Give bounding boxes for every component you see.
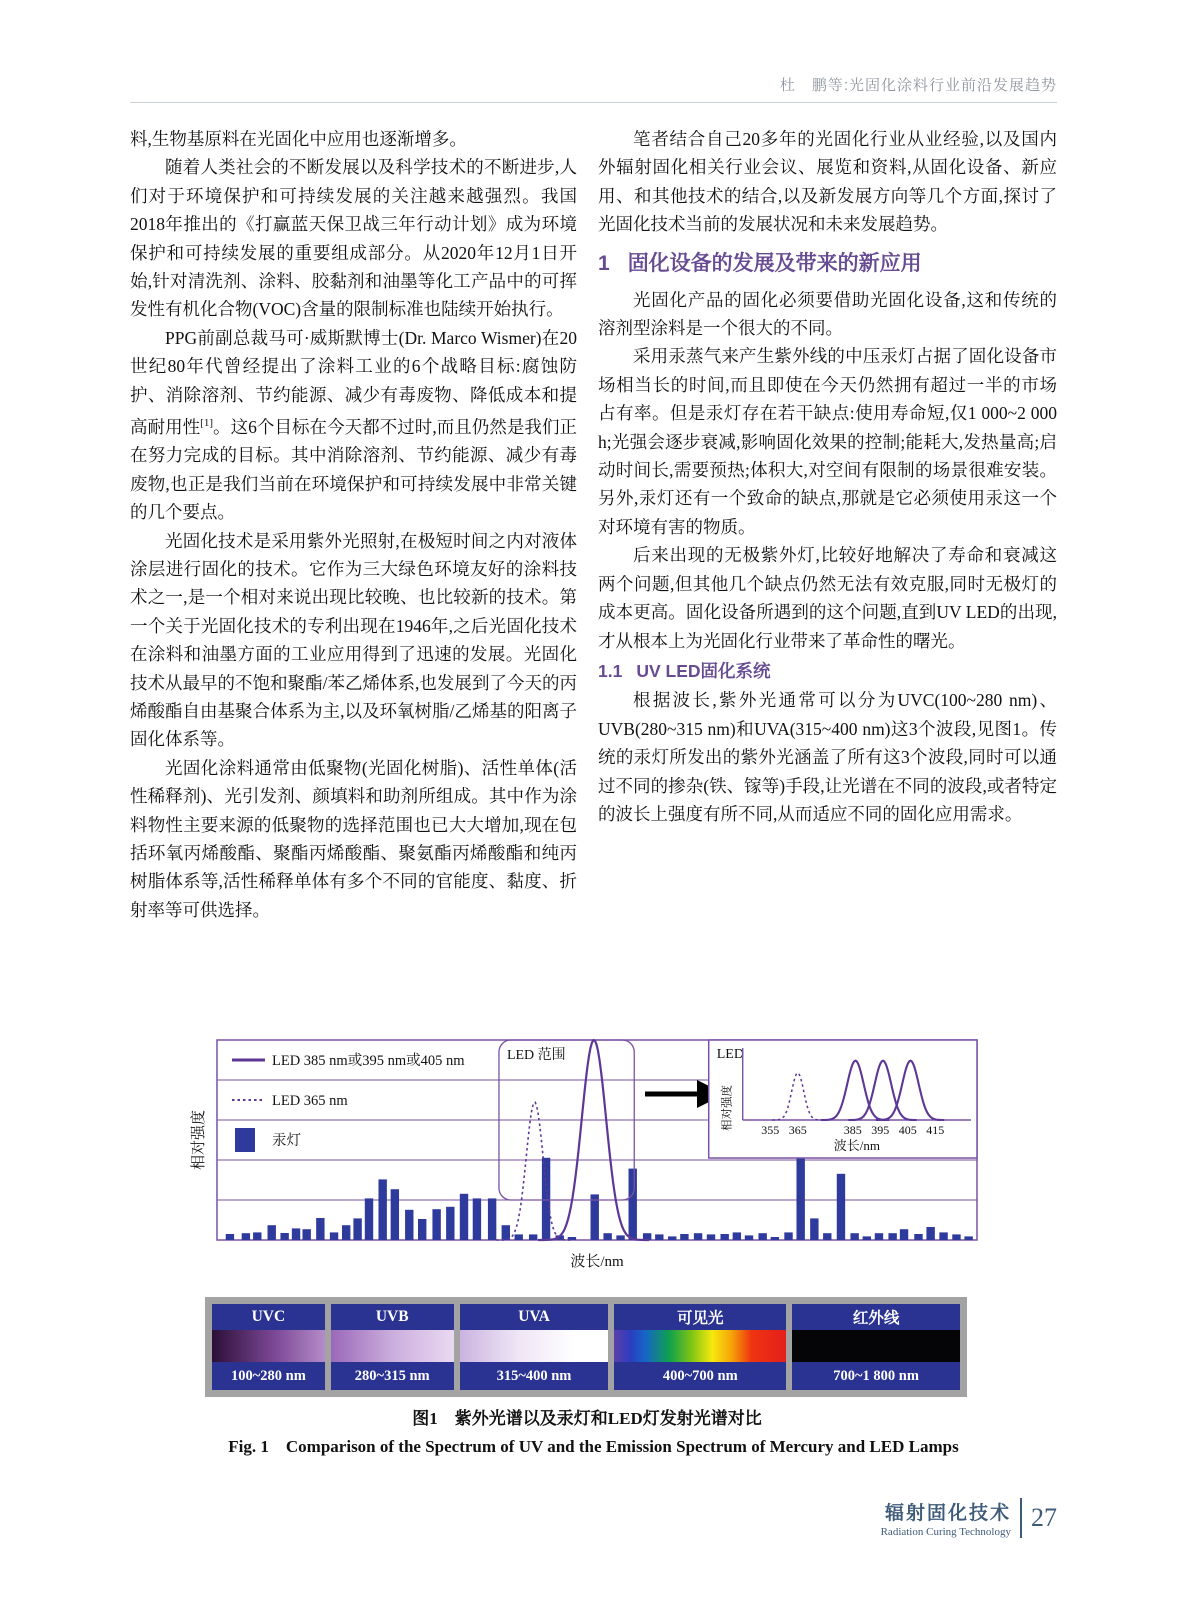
band-gradient (614, 1330, 786, 1362)
band-range: 700~1 800 nm (792, 1362, 960, 1390)
band-gradient (212, 1330, 325, 1362)
band-uvb (331, 1304, 454, 1390)
mercury-bar (253, 1232, 261, 1240)
band-uva (460, 1304, 609, 1390)
left-column (130, 125, 577, 924)
mercury-bar (668, 1236, 676, 1240)
figure-caption-en: Fig. 1 Comparison of the Spectrum of UV and the Emission Spectrum of Mercury and LED Lamps (228, 1437, 959, 1456)
mercury-bar (680, 1234, 688, 1240)
mercury-bar (707, 1234, 715, 1240)
inset-xlabel: 波长/nm (833, 1138, 880, 1153)
mercury-bar (771, 1237, 779, 1240)
band-range: 280~315 nm (331, 1362, 454, 1390)
mercury-bar (655, 1234, 663, 1240)
band-gradient (460, 1330, 609, 1362)
inset-tick-label: 355 (761, 1123, 780, 1137)
section-number: 1 (598, 251, 610, 275)
band-gradient (792, 1330, 960, 1362)
mercury-bar (952, 1234, 960, 1240)
mercury-bar (432, 1209, 440, 1240)
journal-name-en: Radiation Curing Technology (880, 1526, 1011, 1538)
mercury-bar (591, 1194, 599, 1240)
mercury-bar (926, 1227, 934, 1240)
mercury-bar (529, 1234, 537, 1240)
mercury-bar (863, 1236, 871, 1240)
journal-name-zh: 辐射固化技术 (884, 1503, 1011, 1524)
mercury-bar (720, 1234, 728, 1240)
mercury-bar (330, 1232, 338, 1240)
mercury-bar (542, 1158, 550, 1240)
band-infrared (792, 1304, 960, 1390)
mercury-bar (616, 1235, 624, 1240)
mercury-bar (629, 1169, 637, 1240)
main-ylabel: 相对强度 (191, 1109, 207, 1171)
page-number: 27 (1031, 1503, 1057, 1532)
mercury-bar (268, 1225, 276, 1240)
mercury-bar (515, 1234, 523, 1240)
mercury-bar (292, 1228, 300, 1240)
running-head: 杜 鹏等:光固化涂料行业前沿发展趋势 (779, 77, 1057, 94)
citation-mark: [1] (200, 417, 213, 430)
paragraph: 料,生物基原料在光固化中应用也逐渐增多。 (130, 129, 467, 149)
mercury-bar (418, 1219, 426, 1240)
paragraph: 笔者结合自己20多年的光固化行业从业经验,以及国内外辐射固化相关行业会议、展览和资料,从固化设备、新应用、和其他技术的结合,以及新发展方向等几个方面,探讨了光固化技术当前的发展状况和未来发展趋势。 (598, 129, 1057, 235)
led-inset-chart (709, 1040, 977, 1158)
paragraph-text: PPG前副总裁马可·威斯默博士(Dr. Marco Wismer)在20世纪80年代曾经提出了涂料工业的6个战略目标:腐蚀防护、消除溶剂、节约能源、减少有毒废物、降低成本和提高耐用性 (130, 327, 577, 437)
mercury-bar (900, 1229, 908, 1240)
mercury-bar (405, 1210, 413, 1240)
inset-tick-label: 385 (843, 1123, 862, 1137)
mercury-bar (964, 1236, 972, 1240)
mercury-bar (733, 1232, 741, 1240)
band-range: 100~280 nm (212, 1362, 325, 1390)
band-label: UVB (331, 1304, 454, 1330)
mercury-bar (875, 1233, 883, 1240)
paragraph: 光固化涂料通常由低聚物(光固化树脂)、活性单体(活性稀释剂)、光引发剂、颜填料和助剂所组成。其中作为涂料物性主要来源的低聚物的选择范围也已大大增加,现在包括环氧丙烯酸酯、聚酯丙烯酸酯、聚氨酯丙烯酸酯和纯丙树脂体系等,活性稀释单体有多个不同的官能度、黏度、折射率等可供选择。 (130, 757, 577, 920)
mercury-bar (745, 1235, 753, 1240)
mercury-bar (473, 1198, 481, 1240)
mercury-bar (302, 1229, 310, 1240)
main-xlabel: 波长/nm (570, 1254, 624, 1270)
mercury-bar (823, 1233, 831, 1240)
figure-1 (187, 1030, 987, 1287)
mercury-bar (365, 1198, 373, 1240)
mercury-bar (837, 1174, 845, 1240)
legend-label: LED 385 nm或395 nm或405 nm (272, 1053, 465, 1069)
mercury-bar (939, 1232, 947, 1240)
band-gradient (331, 1330, 454, 1362)
paragraph: 根据波长,紫外光通常可以分为UVC(100~280 nm)、UVB(280~315 nm)和UVA(315~400 nm)这3个波段,见图1。传统的汞灯所发出的紫外光涵盖了所有这3个波段,同时可以通过不同的掺杂(铁、镓等)手段,让光谱在不同的波段,或者特定的波长上强度有所不同,从而适应不同的固化应用需求。 (598, 690, 1057, 825)
paragraph: 采用汞蒸气来产生紫外线的中压汞灯占据了固化设备市场相当长的时间,而且即使在今天仍然拥有超过一半的市场占有率。但是汞灯存在若干缺点:使用寿命短,仅1 000~2 000 h;光强会逐步衰减,影响固化效果的控制;能耗大,发热量高;启动时间长,需要预热;体积大,对空间有限制的场景很难安装。另外,汞灯还有一个致命的缺点,那就是它必须使用汞这一个对环境有害的物质。 (598, 346, 1057, 537)
page-footer (881, 1498, 1057, 1538)
legend-square-sample (235, 1128, 255, 1152)
mercury-bar (914, 1234, 922, 1240)
mercury-bar (888, 1233, 896, 1240)
mercury-bar (502, 1225, 510, 1240)
band-label: 红外线 (792, 1304, 960, 1330)
band-range: 315~400 nm (460, 1362, 609, 1390)
band-visible (614, 1304, 786, 1390)
footer-divider (1020, 1498, 1022, 1538)
spectrum-comparison-chart (187, 1030, 987, 1282)
mercury-bar (316, 1218, 324, 1240)
paragraph: 光固化技术是采用紫外光照射,在极短时间之内对液体涂层进行固化的技术。它作为三大绿色环境友好的涂料技术之一,是一个相对来说出现比较晚、也比较新的技术。第一个关于光固化技术的专利出现在1946年,之后光固化技术在涂料和油墨方面的工业应用得到了迅速的发展。光固化技术从最早的不饱和聚酯/苯乙烯体系,也发展到了今天的丙烯酸酯自由基聚合体系为主,以及环氧树脂/乙烯基的阳离子固化体系等。 (130, 530, 577, 750)
paragraph: 后来出现的无极紫外灯,比较好地解决了寿命和衰减这两个问题,但其他几个缺点仍然无法有效克服,同时无极灯的成本更高。固化设备所遇到的这个问题,直到UV LED的出现,才从根本上为光固化行业带来了革命性的曙光。 (598, 545, 1057, 651)
paragraph: 光固化产品的固化必须要借助光固化设备,这和传统的溶剂型涂料是一个很大的不同。 (598, 289, 1057, 339)
inset-tick-label: 405 (898, 1123, 917, 1137)
inset-tick-label: 395 (871, 1123, 890, 1137)
section-heading-1-1 (598, 660, 1057, 681)
mercury-bar (353, 1218, 361, 1240)
section-heading-1 (598, 253, 1057, 274)
inset-title: LED (716, 1047, 744, 1062)
spectrum-bands-strip (205, 1297, 967, 1397)
led-range-label: LED 范围 (506, 1048, 566, 1063)
band-uvc (212, 1304, 325, 1390)
section-number: 1.1 (598, 660, 623, 681)
mercury-bar (391, 1189, 399, 1240)
section-title: UV LED固化系统 (636, 660, 771, 681)
header-rule (130, 102, 1057, 103)
inset-tick-label: 415 (926, 1123, 945, 1137)
band-label: UVC (212, 1304, 325, 1330)
mercury-bar (796, 1157, 804, 1240)
mercury-bar (850, 1233, 858, 1240)
mercury-bar (603, 1233, 611, 1240)
mercury-bar (226, 1234, 234, 1240)
paragraph-text: 。这6个目标在今天都不过时,而且仍然是我们正在努力完成的目标。其中消除溶剂、节约能源、减少有毒废物,也正是我们当前在环境保护和可持续发展中非常关键的几个要点。 (130, 416, 578, 523)
mercury-bar (488, 1198, 496, 1240)
legend-label: LED 365 nm (272, 1093, 348, 1109)
band-range: 400~700 nm (614, 1362, 786, 1390)
band-label: UVA (460, 1304, 609, 1330)
mercury-bar (378, 1179, 386, 1240)
right-column (598, 125, 1057, 828)
mercury-bar (784, 1232, 792, 1240)
mercury-bar (446, 1207, 454, 1240)
mercury-bar (694, 1233, 702, 1240)
mercury-bar (242, 1233, 250, 1240)
section-title: 固化设备的发展及带来的新应用 (627, 251, 922, 275)
mercury-bar (280, 1233, 288, 1240)
mercury-bar (460, 1194, 468, 1240)
figure-caption-zh: 图1 紫外光谱以及汞灯和LED灯发射光谱对比 (412, 1409, 762, 1428)
journal-name (881, 1498, 1011, 1538)
legend-label: 汞灯 (272, 1133, 301, 1149)
inset-tick-label: 365 (788, 1123, 807, 1137)
mercury-bar (342, 1225, 350, 1240)
mercury-bar (810, 1218, 818, 1240)
paragraph (130, 324, 577, 527)
inset-ylabel: 相对强度 (721, 1085, 734, 1131)
mercury-bar (758, 1233, 766, 1240)
band-label: 可见光 (614, 1304, 786, 1330)
paragraph: 随着人类社会的不断发展以及科学技术的不断进步,人们对于环境保护和可持续发展的关注越来越强烈。我国2018年推出的《打赢蓝天保卫战三年行动计划》成为环境保护和可持续发展的重要组成部分。从2020年12月1日开始,针对清洗剂、涂料、胶黏剂和油墨等化工产品中的可挥发性有机化合物(VOC)含量的限制标准也陆续开始执行。 (130, 157, 577, 320)
